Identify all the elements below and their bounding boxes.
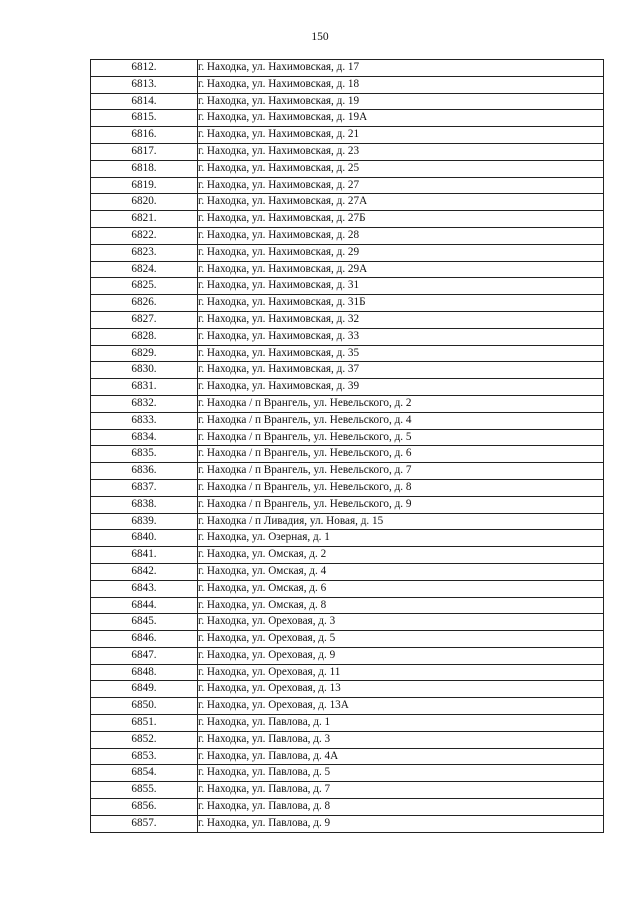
row-number-cell: 6821. bbox=[91, 211, 198, 228]
address-cell: г. Находка / п Врангель, ул. Невельского, д. 7 bbox=[198, 463, 604, 480]
address-cell: г. Находка, ул. Нахимовская, д. 31Б bbox=[198, 295, 604, 312]
address-cell: г. Находка, ул. Нахимовская, д. 19А bbox=[198, 110, 604, 127]
row-number-cell: 6817. bbox=[91, 143, 198, 160]
table-row bbox=[91, 647, 604, 664]
row-number-cell: 6846. bbox=[91, 631, 198, 648]
address-table bbox=[90, 59, 604, 833]
table-row bbox=[91, 160, 604, 177]
table-row bbox=[91, 530, 604, 547]
address-cell: г. Находка, ул. Ореховая, д. 13А bbox=[198, 698, 604, 715]
row-number-cell: 6849. bbox=[91, 681, 198, 698]
row-number-cell: 6850. bbox=[91, 698, 198, 715]
address-cell: г. Находка, ул. Нахимовская, д. 32 bbox=[198, 311, 604, 328]
row-number-cell: 6818. bbox=[91, 160, 198, 177]
address-cell: г. Находка / п Врангель, ул. Невельского, д. 9 bbox=[198, 496, 604, 513]
row-number-cell: 6856. bbox=[91, 799, 198, 816]
row-number-cell: 6855. bbox=[91, 782, 198, 799]
row-number-cell: 6819. bbox=[91, 177, 198, 194]
address-cell: г. Находка, ул. Нахимовская, д. 35 bbox=[198, 345, 604, 362]
address-cell: г. Находка, ул. Ореховая, д. 3 bbox=[198, 614, 604, 631]
address-cell: г. Находка, ул. Павлова, д. 1 bbox=[198, 715, 604, 732]
address-cell: г. Находка, ул. Омская, д. 6 bbox=[198, 580, 604, 597]
table-row bbox=[91, 244, 604, 261]
address-cell: г. Находка / п Врангель, ул. Невельского, д. 5 bbox=[198, 429, 604, 446]
table-row bbox=[91, 799, 604, 816]
table-row bbox=[91, 311, 604, 328]
table-row bbox=[91, 278, 604, 295]
address-cell: г. Находка, ул. Омская, д. 4 bbox=[198, 563, 604, 580]
row-number-cell: 6848. bbox=[91, 664, 198, 681]
table-row bbox=[91, 698, 604, 715]
address-cell: г. Находка, ул. Нахимовская, д. 33 bbox=[198, 328, 604, 345]
address-cell: г. Находка, ул. Павлова, д. 7 bbox=[198, 782, 604, 799]
row-number-cell: 6852. bbox=[91, 731, 198, 748]
address-cell: г. Находка, ул. Павлова, д. 8 bbox=[198, 799, 604, 816]
address-cell: г. Находка, ул. Нахимовская, д. 21 bbox=[198, 127, 604, 144]
table-row bbox=[91, 631, 604, 648]
row-number-cell: 6847. bbox=[91, 647, 198, 664]
row-number-cell: 6844. bbox=[91, 597, 198, 614]
address-cell: г. Находка, ул. Ореховая, д. 13 bbox=[198, 681, 604, 698]
row-number-cell: 6851. bbox=[91, 715, 198, 732]
row-number-cell: 6829. bbox=[91, 345, 198, 362]
table-row bbox=[91, 731, 604, 748]
table-row bbox=[91, 110, 604, 127]
table-row bbox=[91, 127, 604, 144]
table-row bbox=[91, 815, 604, 832]
table-row bbox=[91, 76, 604, 93]
row-number-cell: 6857. bbox=[91, 815, 198, 832]
table-row bbox=[91, 93, 604, 110]
table-row bbox=[91, 429, 604, 446]
table-row bbox=[91, 328, 604, 345]
address-cell: г. Находка, ул. Нахимовская, д. 39 bbox=[198, 379, 604, 396]
row-number-cell: 6845. bbox=[91, 614, 198, 631]
row-number-cell: 6840. bbox=[91, 530, 198, 547]
row-number-cell: 6823. bbox=[91, 244, 198, 261]
table-row bbox=[91, 563, 604, 580]
table-row bbox=[91, 261, 604, 278]
table-row bbox=[91, 479, 604, 496]
table-row bbox=[91, 614, 604, 631]
row-number-cell: 6837. bbox=[91, 479, 198, 496]
table-row bbox=[91, 295, 604, 312]
row-number-cell: 6814. bbox=[91, 93, 198, 110]
address-cell: г. Находка, ул. Павлова, д. 3 bbox=[198, 731, 604, 748]
address-cell: г. Находка, ул. Нахимовская, д. 29 bbox=[198, 244, 604, 261]
table-row bbox=[91, 547, 604, 564]
row-number-cell: 6812. bbox=[91, 60, 198, 77]
address-table-body bbox=[91, 60, 604, 833]
address-cell: г. Находка, ул. Нахимовская, д. 25 bbox=[198, 160, 604, 177]
row-number-cell: 6831. bbox=[91, 379, 198, 396]
table-row bbox=[91, 765, 604, 782]
row-number-cell: 6839. bbox=[91, 513, 198, 530]
address-cell: г. Находка / п Врангель, ул. Невельского, д. 6 bbox=[198, 446, 604, 463]
address-cell: г. Находка, ул. Нахимовская, д. 29А bbox=[198, 261, 604, 278]
row-number-cell: 6836. bbox=[91, 463, 198, 480]
row-number-cell: 6826. bbox=[91, 295, 198, 312]
row-number-cell: 6816. bbox=[91, 127, 198, 144]
table-row bbox=[91, 748, 604, 765]
table-row bbox=[91, 496, 604, 513]
table-row bbox=[91, 395, 604, 412]
row-number-cell: 6820. bbox=[91, 194, 198, 211]
row-number-cell: 6824. bbox=[91, 261, 198, 278]
table-row bbox=[91, 227, 604, 244]
row-number-cell: 6827. bbox=[91, 311, 198, 328]
row-number-cell: 6815. bbox=[91, 110, 198, 127]
address-cell: г. Находка, ул. Омская, д. 8 bbox=[198, 597, 604, 614]
table-row bbox=[91, 194, 604, 211]
row-number-cell: 6835. bbox=[91, 446, 198, 463]
address-cell: г. Находка, ул. Нахимовская, д. 27Б bbox=[198, 211, 604, 228]
address-cell: г. Находка, ул. Нахимовская, д. 31 bbox=[198, 278, 604, 295]
row-number-cell: 6843. bbox=[91, 580, 198, 597]
table-row bbox=[91, 345, 604, 362]
row-number-cell: 6841. bbox=[91, 547, 198, 564]
address-cell: г. Находка, ул. Павлова, д. 5 bbox=[198, 765, 604, 782]
address-cell: г. Находка, ул. Нахимовская, д. 18 bbox=[198, 76, 604, 93]
address-cell: г. Находка, ул. Нахимовская, д. 23 bbox=[198, 143, 604, 160]
address-cell: г. Находка, ул. Павлова, д. 4А bbox=[198, 748, 604, 765]
page-number: 150 bbox=[311, 31, 329, 43]
address-cell: г. Находка, ул. Ореховая, д. 11 bbox=[198, 664, 604, 681]
table-row bbox=[91, 211, 604, 228]
address-cell: г. Находка, ул. Нахимовская, д. 37 bbox=[198, 362, 604, 379]
row-number-cell: 6833. bbox=[91, 412, 198, 429]
address-cell: г. Находка / п Ливадия, ул. Новая, д. 15 bbox=[198, 513, 604, 530]
table-row bbox=[91, 664, 604, 681]
table-row bbox=[91, 60, 604, 77]
address-cell: г. Находка, ул. Павлова, д. 9 bbox=[198, 815, 604, 832]
row-number-cell: 6853. bbox=[91, 748, 198, 765]
table-row bbox=[91, 597, 604, 614]
row-number-cell: 6832. bbox=[91, 395, 198, 412]
address-cell: г. Находка, ул. Нахимовская, д. 27 bbox=[198, 177, 604, 194]
table-row bbox=[91, 379, 604, 396]
row-number-cell: 6813. bbox=[91, 76, 198, 93]
address-cell: г. Находка, ул. Ореховая, д. 5 bbox=[198, 631, 604, 648]
address-cell: г. Находка, ул. Омская, д. 2 bbox=[198, 547, 604, 564]
table-row bbox=[91, 681, 604, 698]
row-number-cell: 6842. bbox=[91, 563, 198, 580]
row-number-cell: 6838. bbox=[91, 496, 198, 513]
address-cell: г. Находка, ул. Нахимовская, д. 19 bbox=[198, 93, 604, 110]
table-row bbox=[91, 143, 604, 160]
address-cell: г. Находка / п Врангель, ул. Невельского, д. 2 bbox=[198, 395, 604, 412]
address-cell: г. Находка, ул. Нахимовская, д. 27А bbox=[198, 194, 604, 211]
table-row bbox=[91, 362, 604, 379]
address-cell: г. Находка, ул. Нахимовская, д. 17 bbox=[198, 60, 604, 77]
address-cell: г. Находка, ул. Ореховая, д. 9 bbox=[198, 647, 604, 664]
address-cell: г. Находка, ул. Нахимовская, д. 28 bbox=[198, 227, 604, 244]
address-cell: г. Находка / п Врангель, ул. Невельского, д. 8 bbox=[198, 479, 604, 496]
row-number-cell: 6834. bbox=[91, 429, 198, 446]
table-row bbox=[91, 782, 604, 799]
table-row bbox=[91, 412, 604, 429]
table-row bbox=[91, 580, 604, 597]
row-number-cell: 6830. bbox=[91, 362, 198, 379]
address-cell: г. Находка / п Врангель, ул. Невельского, д. 4 bbox=[198, 412, 604, 429]
table-row bbox=[91, 513, 604, 530]
table-row bbox=[91, 715, 604, 732]
row-number-cell: 6822. bbox=[91, 227, 198, 244]
table-row bbox=[91, 463, 604, 480]
row-number-cell: 6825. bbox=[91, 278, 198, 295]
table-row bbox=[91, 177, 604, 194]
row-number-cell: 6854. bbox=[91, 765, 198, 782]
address-cell: г. Находка, ул. Озерная, д. 1 bbox=[198, 530, 604, 547]
row-number-cell: 6828. bbox=[91, 328, 198, 345]
table-row bbox=[91, 446, 604, 463]
